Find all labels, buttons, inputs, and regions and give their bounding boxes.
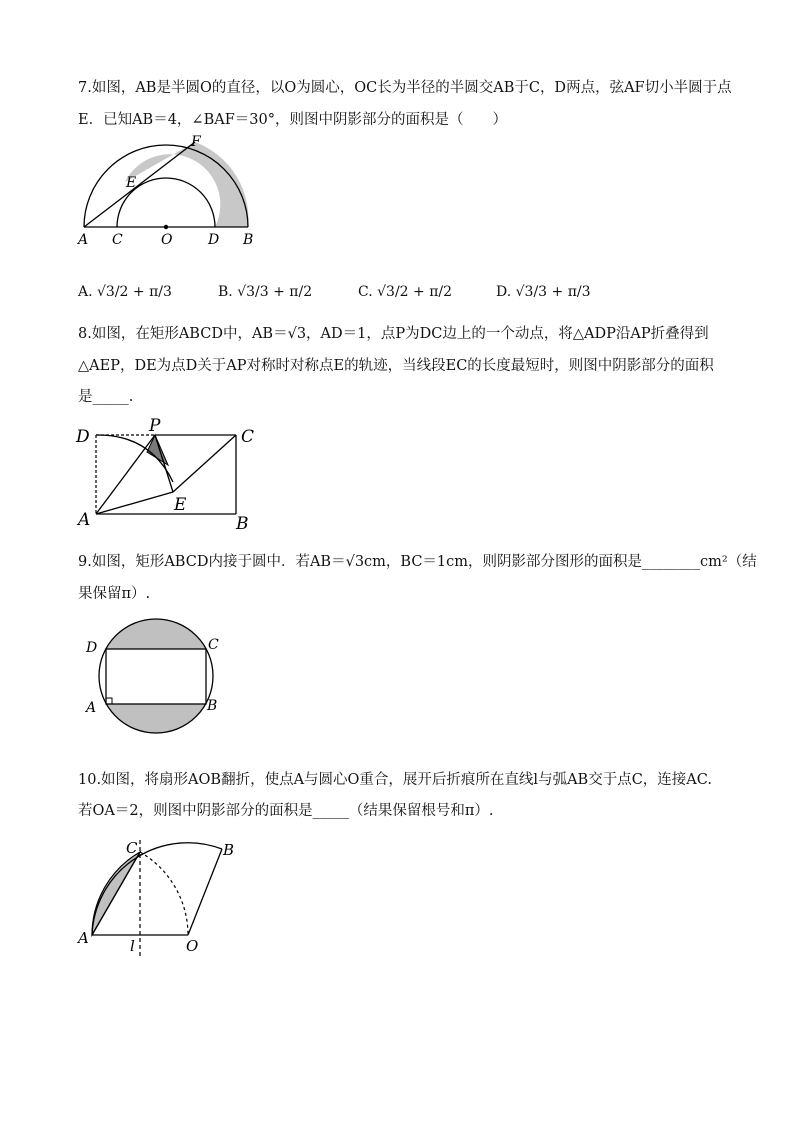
q8-label-e: E xyxy=(174,495,187,515)
q9-shaded-bottom xyxy=(106,704,206,734)
q8-label-d: D xyxy=(76,427,90,447)
q9-label-a: A xyxy=(86,700,97,716)
q8-line-ae xyxy=(96,492,173,514)
q7-label-b: B xyxy=(243,232,254,248)
q9-label-b: B xyxy=(207,698,218,714)
q8-text-line1: 8.如图，在矩形ABCD中，AB＝√3，AD＝1，点P为DC边上的一个动点，将△ADP沿AP折叠得到 xyxy=(78,326,709,342)
q9-label-d: D xyxy=(86,640,98,656)
q8-line-ap xyxy=(96,435,155,514)
q10-text-line2: 若OA＝2，则图中阴影部分的面积是_____（结果保留根号和π）. xyxy=(78,803,494,819)
q7-option-d[interactable]: D. √3/3 + π/3 xyxy=(496,284,591,300)
q7-label-e: E xyxy=(126,175,137,191)
q10-dashed-arc xyxy=(140,852,188,935)
q8-line-ec xyxy=(173,435,236,492)
q10-radius-ob xyxy=(188,849,222,935)
q7-text-line1: 7.如图，AB是半圆O的直径，以O为圆心，OC长为半径的半圆交AB于C，D两点，弦AF切小半圆于点 xyxy=(78,80,732,96)
q9-right-angle-mark xyxy=(106,698,112,704)
q7-option-c[interactable]: C. √3/2 + π/2 xyxy=(358,284,453,300)
q9-label-c: C xyxy=(208,637,219,653)
q7-option-a[interactable]: A. √3/2 + π/3 xyxy=(78,284,172,300)
q8-label-b: B xyxy=(236,514,249,532)
q7-label-a: A xyxy=(78,232,89,248)
q8-label-a: A xyxy=(78,510,91,530)
q7-label-d: D xyxy=(208,232,220,248)
q8-shaded-region xyxy=(147,435,168,465)
q8-text-line3: 是_____. xyxy=(78,389,134,405)
q10-label-o: O xyxy=(186,937,199,955)
q10-text-line1: 10.如图，将扇形AOB翻折，使点A与圆心O重合，展开后折痕所在直线l与弧AB交于点C，连接AC. xyxy=(78,772,712,788)
q7-label-o: O xyxy=(161,232,173,248)
q9-text-line1: 9.如图，矩形ABCD内接于圆中．若AB＝√3cm，BC＝1cm，则阴影部分图形的面积是________cm²（结 xyxy=(78,554,757,570)
q7-label-f: F xyxy=(191,134,201,150)
q7-option-b[interactable]: B. √3/3 + π/2 xyxy=(218,284,313,300)
q7-chord-af xyxy=(84,142,195,227)
q8-figure xyxy=(70,412,270,536)
q10-figure xyxy=(72,835,252,964)
q9-shaded-top xyxy=(106,619,206,649)
q7-figure xyxy=(70,132,270,254)
q9-rectangle xyxy=(106,649,206,704)
q7-center-point xyxy=(164,225,168,229)
q10-chord-ac xyxy=(92,852,140,935)
q7-label-c: C xyxy=(112,232,123,248)
q8-label-p: P xyxy=(149,416,161,436)
q10-label-c: C xyxy=(126,839,138,857)
q8-label-c: C xyxy=(241,427,255,447)
q10-label-b: B xyxy=(223,841,235,859)
q10-label-l: l xyxy=(130,937,135,955)
q7-shaded-region xyxy=(125,142,248,227)
q9-figure xyxy=(80,618,240,740)
q9-text-line2: 果保留π）. xyxy=(78,586,151,602)
q10-label-a: A xyxy=(78,929,89,947)
q8-text-line2: △AEP，DE为点D关于AP对称时对称点E的轨迹，当线段EC的长度最短时，则图中阴影部分的面积 xyxy=(78,358,714,374)
q7-text-line2: E．已知AB＝4，∠BAF＝30°，则图中阴影部分的面积是（ ） xyxy=(78,112,507,128)
q8-line-pe xyxy=(155,435,173,492)
